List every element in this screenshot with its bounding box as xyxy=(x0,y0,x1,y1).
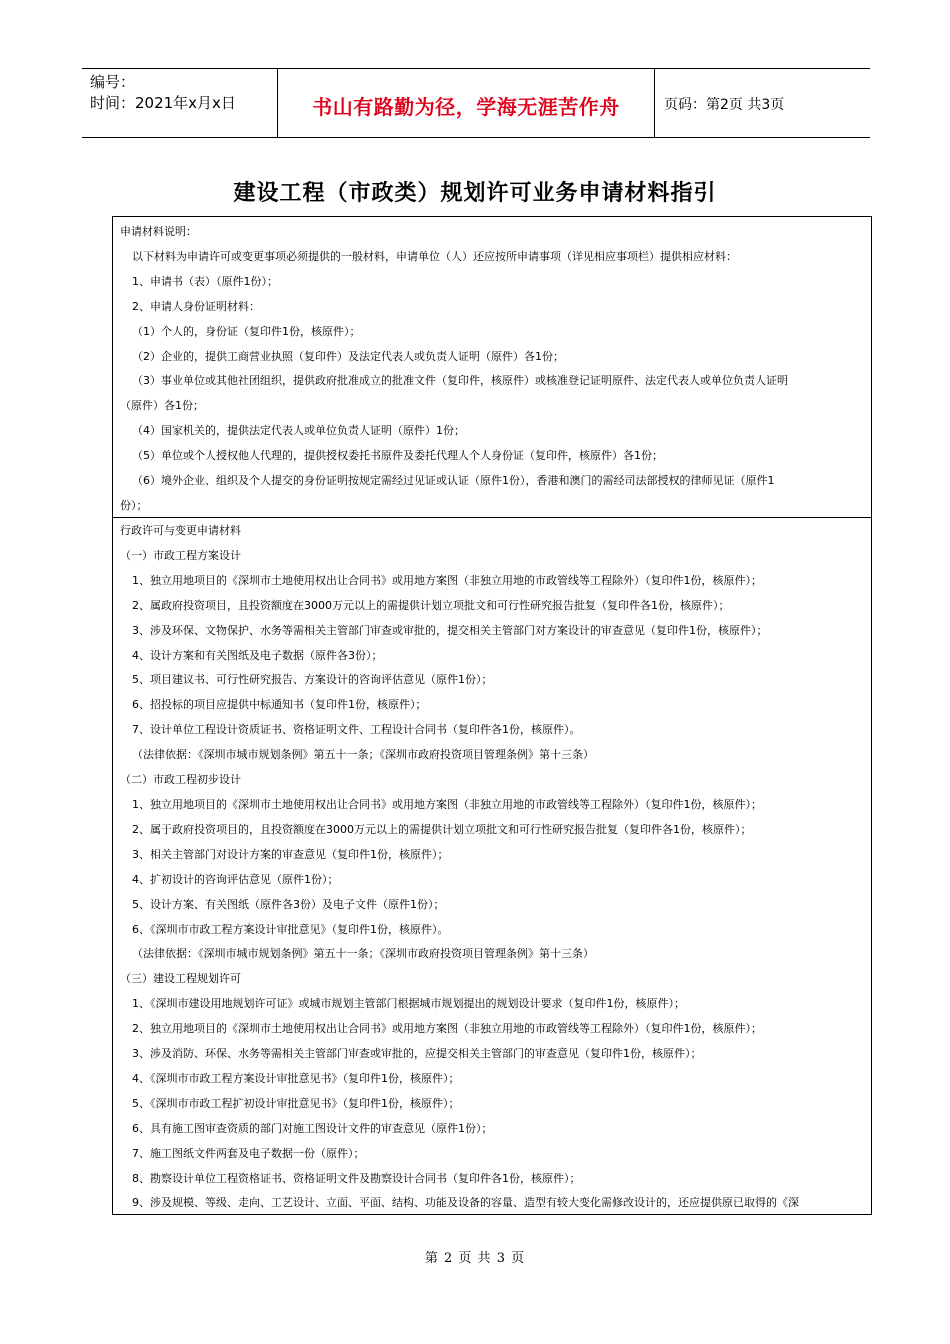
text-line: 2、属政府投资项目，且投资额度在3000万元以上的需提供计划立项批文和可行性研究报告批复（复印件各1份，核原件）； xyxy=(132,598,730,612)
text-line: 6、招投标的项目应提供中标通知书（复印件1份，核原件）； xyxy=(132,698,427,712)
text-line: 3、相关主管部门对设计方案的审查意见（复印件1份，核原件）； xyxy=(132,847,449,861)
text-line: 份）； xyxy=(120,498,148,512)
text-line: （原件）各1份； xyxy=(120,399,204,413)
text-line: 4、扩初设计的咨询评估意见（原件1份）； xyxy=(132,872,339,886)
header-divider xyxy=(654,69,655,137)
header-page-number: 页码：第2页 共3页 xyxy=(664,97,785,113)
text-line: （2）企业的，提供工商营业执照（复印件）及法定代表人或负责人证明（原件）各1份； xyxy=(132,349,564,363)
text-line: （法律依据：《深圳市城市规划条例》第五十一条；《深圳市政府投资项目管理条例》第十三条） xyxy=(132,748,594,762)
section-body xyxy=(113,217,871,519)
text-line: （5）单位或个人授权他人代理的，提供授权委托书原件及委托代理人个人身份证（复印件，核原件）各1份； xyxy=(132,449,663,463)
text-line: 5、《深圳市市政工程扩初设计审批意见书》（复印件1份，核原件）； xyxy=(132,1096,460,1110)
text-line: （三）建设工程规划许可 xyxy=(120,972,241,986)
text-line: 行政许可与变更申请材料 xyxy=(120,524,241,537)
text-line: （4）国家机关的，提供法定代表人或单位负责人证明（原件）1份； xyxy=(132,424,465,438)
text-line: （1）个人的，身份证（复印件1份，核原件）； xyxy=(132,324,361,338)
text-line: 8、勘察设计单位工程资格证书、资格证明文件及勘察设计合同书（复印件各1份，核原件）； xyxy=(132,1171,581,1185)
text-line: 1、申请书（表）（原件1份）； xyxy=(132,274,278,288)
text-line: （法律依据：《深圳市城市规划条例》第五十一条；《深圳市政府投资项目管理条例》第十三条） xyxy=(132,947,594,961)
text-line: 1、独立用地项目的《深圳市土地使用权出让合同书》或用地方案图（非独立用地的市政管线等工程除外）（复印件1份，核原件）； xyxy=(132,573,762,587)
text-line: （3）事业单位或其他社团组织，提供政府批准成立的批准文件（复印件，核原件）或核准登记证明原件、法定代表人或单位负责人证明 xyxy=(132,374,788,388)
text-line: 2、独立用地项目的《深圳市土地使用权出让合同书》或用地方案图（非独立用地的市政管线等工程除外）（复印件1份，核原件）； xyxy=(132,1022,762,1036)
text-line: 5、项目建议书、可行性研究报告、方案设计的咨询评估意见（原件1份）； xyxy=(132,673,493,687)
page-header xyxy=(82,68,870,138)
text-line: 7、施工图纸文件两套及电子数据一份（原件）； xyxy=(132,1146,365,1160)
header-motto: 书山有路勤为径，学海无涯苦作舟 xyxy=(312,95,620,119)
page-footer: 第 2 页 共 3 页 xyxy=(424,1251,526,1266)
text-line: 3、涉及环保、文物保护、水务等需相关主管部门审查或审批的，提交相关主管部门对方案设计的审查意见（复印件1份，核原件）； xyxy=(132,623,768,637)
text-line: 6、《深圳市市政工程方案设计审批意见》（复印件1份，核原件）。 xyxy=(132,922,449,936)
materials-general-section xyxy=(112,216,872,518)
text-line: 4、设计方案和有关图纸及电子数据（原件各3份）； xyxy=(132,648,383,662)
text-line: 2、申请人身份证明材料： xyxy=(132,299,260,313)
text-line: 2、属于政府投资项目的，且投资额度在3000万元以上的需提供计划立项批文和可行性研究报告批复（复印件各1份，核原件）； xyxy=(132,822,752,836)
header-date: 时间：2021年x月x日 xyxy=(90,94,236,112)
section-body xyxy=(113,516,871,1216)
text-line: 4、《深圳市市政工程方案设计审批意见书》（复印件1份，核原件）； xyxy=(132,1071,460,1085)
text-line: （一）市政工程方案设计 xyxy=(120,548,241,562)
text-line: 以下材料为申请许可或变更事项必须提供的一般材料，申请单位（人）还应按所申请事项（详见相应事项栏）提供相应材料： xyxy=(132,249,737,263)
text-line: 1、《深圳市建设用地规划许可证》或城市规划主管部门根据城市规划提出的规划设计要求（复印件1份，核原件）； xyxy=(132,997,685,1011)
text-line: 1、独立用地项目的《深圳市土地使用权出让合同书》或用地方案图（非独立用地的市政管线等工程除外）（复印件1份，核原件）； xyxy=(132,797,762,811)
materials-permit-section xyxy=(112,516,872,1215)
document-title: 建设工程（市政类）规划许可业务申请材料指引 xyxy=(233,180,717,206)
text-line: 7、设计单位工程设计资质证书、资格证明文件、工程设计合同书（复印件各1份，核原件）。 xyxy=(132,723,581,737)
text-line: 6、具有施工图审查资质的部门对施工图设计文件的审查意见（原件1份）； xyxy=(132,1121,493,1135)
header-number: 编号： xyxy=(90,73,136,91)
text-line: （6）境外企业、组织及个人提交的身份证明按规定需经过见证或认证（原件1份），香港和澳门的需经司法部授权的律师见证（原件1 xyxy=(132,474,775,488)
header-meta xyxy=(90,72,236,114)
text-line: 5、设计方案、有关图纸（原件各3份）及电子文件（原件1份）； xyxy=(132,897,445,911)
text-line: （二）市政工程初步设计 xyxy=(120,773,241,787)
text-line: 申请材料说明： xyxy=(120,225,197,238)
text-line: 9、涉及规模、等级、走向、工艺设计、立面、平面、结构、功能及设备的容量、造型有较大变化需修改设计的，还应提供原已取得的《深 xyxy=(132,1196,799,1210)
text-line: 3、涉及消防、环保、水务等需相关主管部门审查或审批的，应提交相关主管部门的审查意见（复印件1份，核原件）； xyxy=(132,1047,702,1061)
